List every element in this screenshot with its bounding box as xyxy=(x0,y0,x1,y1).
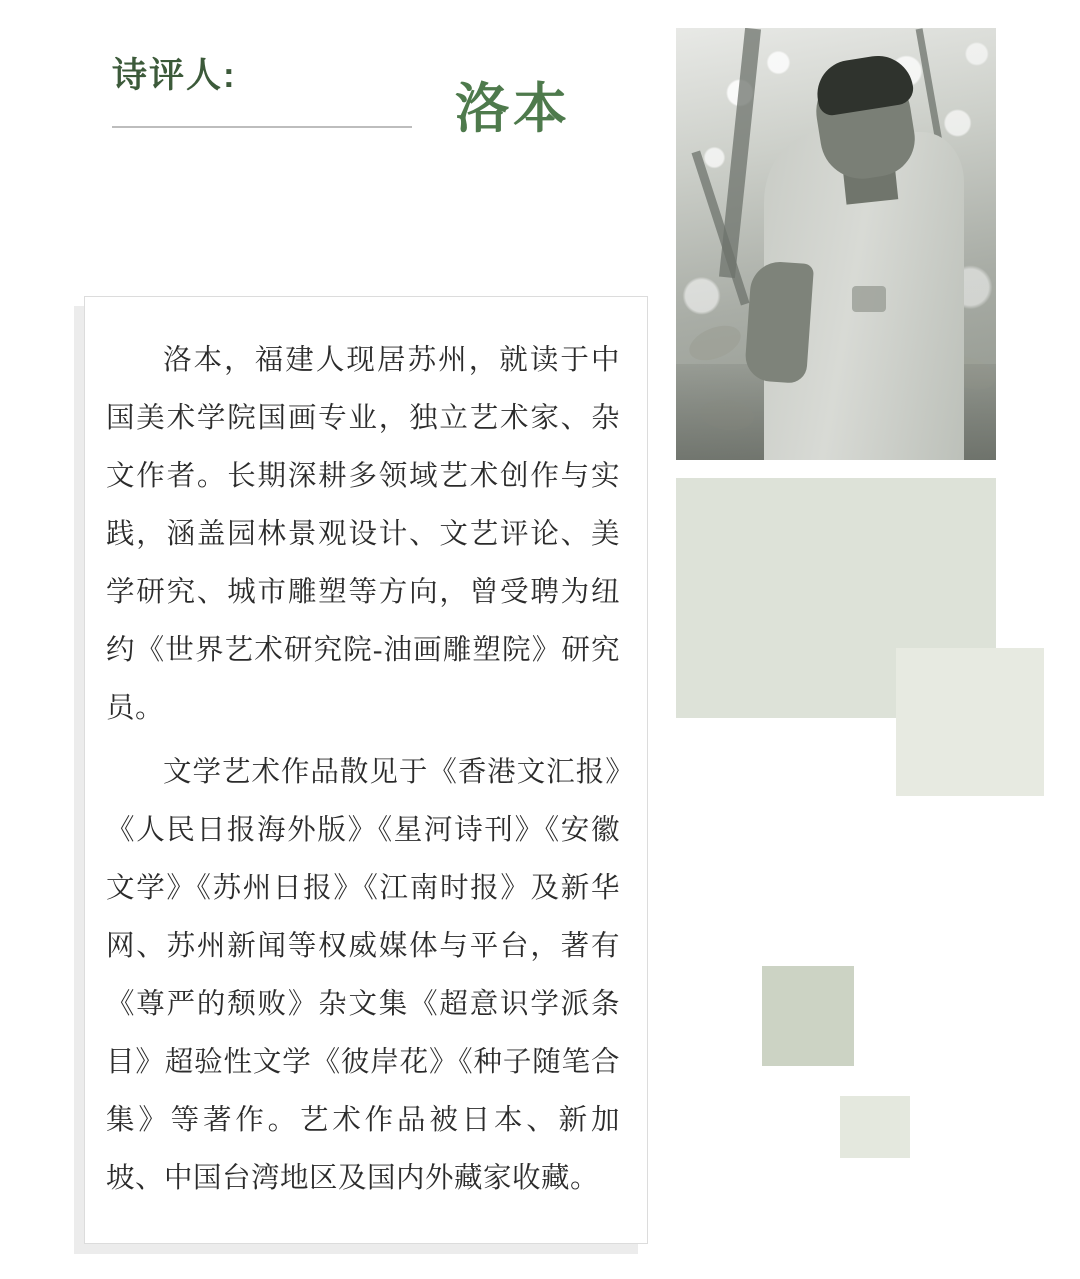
portrait-photo xyxy=(676,28,996,460)
photo-figure-arm xyxy=(744,260,814,384)
photo-shirt-print xyxy=(852,286,886,312)
page-title-label: 诗评人: xyxy=(112,56,237,95)
bio-paragraph: 洛本，福建人现居苏州，就读于中国美术学院国画专业，独立艺术家、杂文作者。长期深耕多领域艺术创作与实践，涵盖园林景观设计、文艺评论、美学研究、城市雕塑等方向，曾受聘为纽约《世界艺术研究院-油画雕塑院》研究员。 xyxy=(106,345,620,724)
decor-square-medium xyxy=(896,648,1044,796)
bio-paragraph: 文学艺术作品散见于《香港文汇报》《人民日报海外版》《星河诗刊》《安徽文学》《苏州日报》《江南时报》及新华网、苏州新闻等权威媒体与平台，著有《尊严的颓败》杂文集《超意识学派条目》超验性文学《彼岸花》《种子随笔合集》等著作。艺术作品被日本、新加坡、中国台湾地区及国内外藏家收藏。 xyxy=(106,757,620,1194)
title-divider xyxy=(112,126,412,128)
bio-text-block xyxy=(106,332,620,1214)
decor-square-tiny xyxy=(840,1096,910,1158)
decor-square-small xyxy=(762,966,854,1066)
critic-name: 洛本 xyxy=(455,79,571,139)
header xyxy=(0,0,660,200)
